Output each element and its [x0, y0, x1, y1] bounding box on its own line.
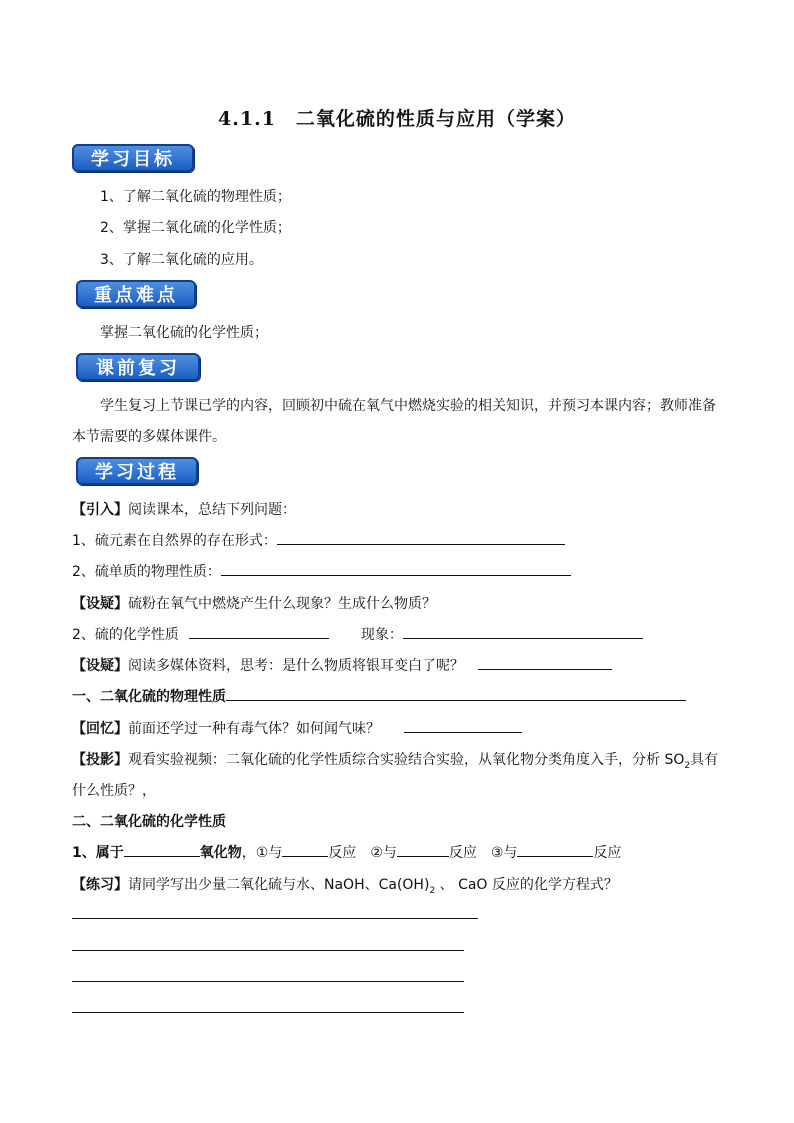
doubt-2-text: 阅读多媒体资料，思考：是什么物质将银耳变白了呢？ — [128, 658, 464, 674]
answer-blank[interactable] — [124, 842, 200, 857]
question-3-label: 2、硫的化学性质 — [72, 627, 179, 643]
page-title: 4.1.1 二氧化硫的性质与应用（学案） — [218, 108, 576, 130]
question-2 — [72, 561, 571, 581]
react-3: 反应 — [593, 845, 622, 861]
review-text-line-2: 本节需要的多媒体课件。 — [72, 429, 226, 445]
projection-text-end: 具有 — [690, 752, 719, 768]
doubt-1-text: 硫粉在氧气中燃烧产生什么现象？生成什么物质？ — [128, 596, 436, 612]
answer-blank[interactable] — [478, 655, 612, 670]
section-badge-key: 重点难点 — [76, 280, 196, 308]
answer-blank[interactable] — [404, 718, 522, 733]
goal-item-2: 2、掌握二氧化硫的化学性质； — [100, 220, 291, 236]
item-1-label: 1、属于 — [72, 845, 124, 861]
answer-blank[interactable] — [226, 686, 686, 701]
question-1-text: 1、硫元素在自然界的存在形式： — [72, 533, 277, 549]
react-2: 反应 — [448, 845, 477, 861]
practice-text-end: 、 CaO 反应的化学方程式？ — [435, 877, 618, 893]
key-text: 掌握二氧化硫的化学性质； — [100, 325, 268, 341]
answer-blank[interactable] — [403, 624, 643, 639]
projection-line — [72, 749, 718, 771]
section-badge-review: 课前复习 — [76, 353, 200, 381]
answer-blank[interactable] — [221, 561, 571, 576]
heading-1-text: 一、二氧化硫的物理性质 — [72, 689, 226, 705]
item-1-with-3: ③与 — [490, 845, 518, 861]
practice-tag: 【练习】 — [72, 877, 128, 893]
projection-subscript: 2 — [684, 760, 691, 771]
answer-blank[interactable] — [517, 842, 593, 857]
answer-blank[interactable] — [189, 624, 329, 639]
practice-text: 请同学写出少量二氧化硫与水、NaOH、Ca(OH) — [128, 877, 430, 893]
phenomenon-label: 现象： — [360, 627, 403, 643]
doubt-1-tag: 【设疑】 — [72, 596, 128, 612]
practice-line — [72, 874, 618, 896]
projection-text-continued: 什么性质？， — [72, 783, 156, 799]
goal-item-3: 3、了解二氧化硫的应用。 — [100, 252, 263, 268]
practice-subscript: 2 — [429, 885, 436, 896]
projection-tag: 【投影】 — [72, 752, 128, 768]
question-2-text: 2、硫单质的物理性质： — [72, 564, 221, 580]
heading-physical-properties — [72, 686, 686, 706]
answer-line-1[interactable] — [72, 918, 478, 919]
answer-blank[interactable] — [277, 530, 565, 545]
doubt-2-tag: 【设疑】 — [72, 658, 128, 674]
answer-blank[interactable] — [282, 842, 328, 857]
doubt-1-line — [72, 593, 436, 613]
answer-blank[interactable] — [397, 842, 449, 857]
goal-item-1: 1、了解二氧化硫的物理性质； — [100, 189, 291, 205]
intro-line — [72, 499, 296, 519]
oxide-text: 氧化物 — [199, 845, 242, 861]
question-1 — [72, 530, 565, 550]
intro-text: 阅读课本，总结下列问题： — [128, 502, 296, 518]
section-badge-goals: 学习目标 — [72, 144, 194, 172]
answer-line-3[interactable] — [72, 981, 464, 982]
heading-chemical-properties: 二、二氧化硫的化学性质 — [72, 814, 226, 830]
react-1: 反应 — [328, 845, 357, 861]
question-3 — [72, 624, 643, 644]
answer-line-4[interactable] — [72, 1012, 464, 1013]
item-1-line — [72, 842, 621, 862]
recall-tag: 【回忆】 — [72, 721, 128, 737]
item-1-with-1: ，①与 — [241, 845, 283, 861]
review-text-line-1: 学生复习上节课已学的内容，回顾初中硫在氧气中燃烧实验的相关知识，并预习本课内容；教师准备 — [100, 398, 716, 414]
intro-tag: 【引入】 — [72, 502, 128, 518]
doubt-2-line — [72, 655, 612, 675]
recall-text: 前面还学过一种有毒气体？如何闻气味？ — [128, 721, 380, 737]
projection-text: 观看实验视频：二氧化硫的化学性质综合实验结合实验，从氧化物分类角度入手，分析 SO — [128, 752, 685, 768]
section-badge-process: 学习过程 — [76, 457, 198, 485]
item-1-with-2: ②与 — [370, 845, 397, 861]
answer-line-2[interactable] — [72, 950, 464, 951]
recall-line — [72, 718, 522, 738]
